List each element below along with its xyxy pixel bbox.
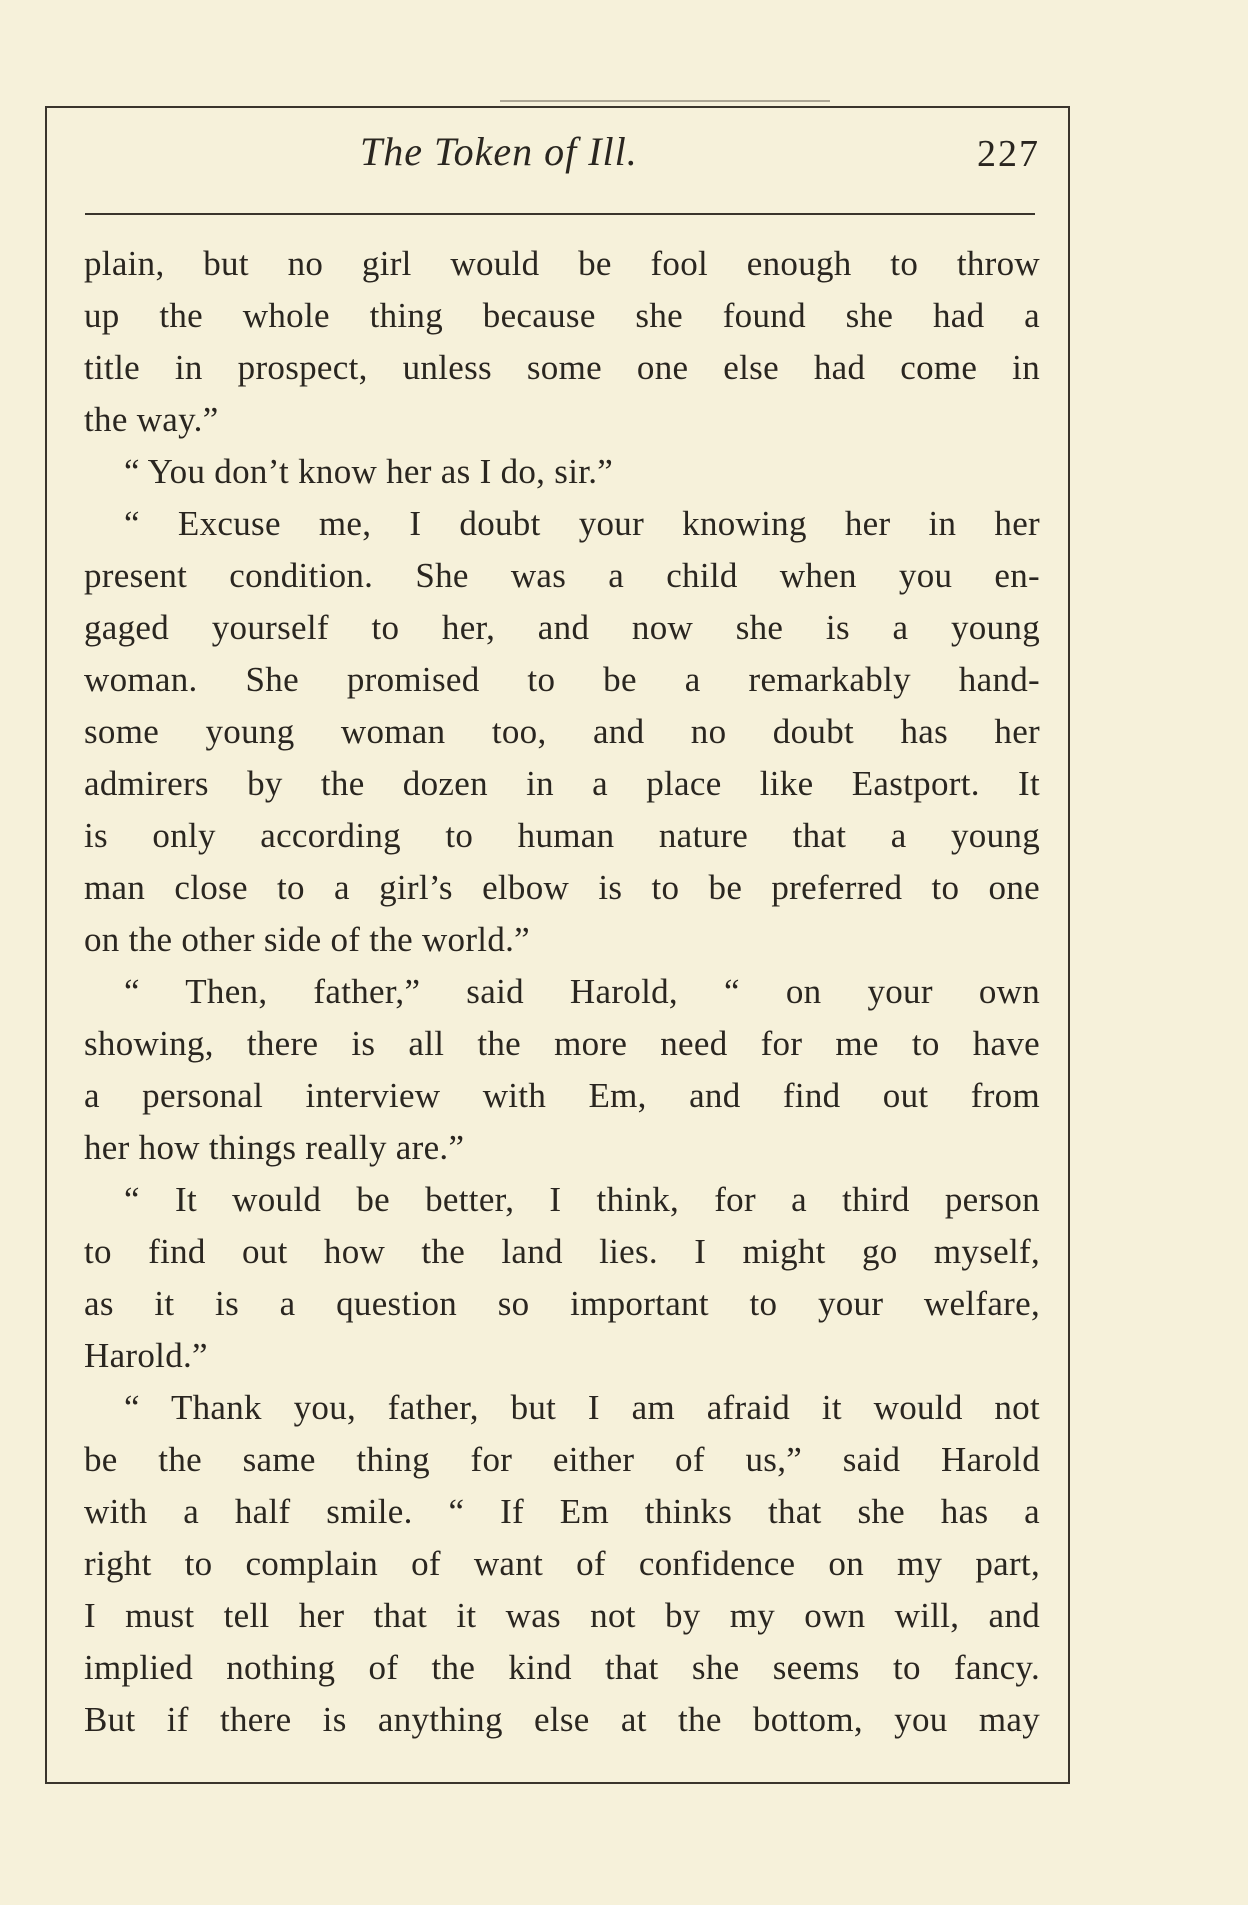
body-text xyxy=(84,238,1040,1746)
text-line: be the same thing for either of us,” said Harold xyxy=(84,1440,1040,1479)
text-line: “ It would be better, I think, for a third person xyxy=(124,1180,1040,1219)
text-line: “ Thank you, father, but I am afraid it would not xyxy=(124,1388,1040,1427)
text-line: admirers by the dozen in a place like Eastport. It xyxy=(84,764,1040,803)
text-line: a personal interview with Em, and find out from xyxy=(84,1076,1040,1115)
text-line: her how things really are.” xyxy=(84,1128,465,1167)
text-line: I must tell her that it was not by my own will, and xyxy=(84,1596,1040,1635)
text-line: as it is a question so important to your welfare, xyxy=(84,1284,1040,1323)
text-line: “ You don’t know her as I do, sir.” xyxy=(124,452,614,491)
text-line: “ Then, father,” said Harold, “ on your own xyxy=(124,972,1040,1011)
text-line: plain, but no girl would be fool enough to throw xyxy=(84,244,1040,283)
text-line: is only according to human nature that a young xyxy=(84,816,1040,855)
text-line: man close to a girl’s elbow is to be preferred to one xyxy=(84,868,1040,907)
text-line: up the whole thing because she found she had a xyxy=(84,296,1040,335)
text-line: some young woman too, and no doubt has her xyxy=(84,712,1040,751)
running-title: The Token of Ill. xyxy=(360,129,638,174)
top-rule xyxy=(500,100,830,102)
text-line: implied nothing of the kind that she seems to fancy. xyxy=(84,1648,1040,1687)
header-rule xyxy=(85,213,1035,215)
text-line: woman. She promised to be a remarkably hand- xyxy=(84,660,1040,699)
text-line: the way.” xyxy=(84,400,219,439)
text-line: present condition. She was a child when you en- xyxy=(84,556,1040,595)
page-header xyxy=(90,128,1040,188)
text-line: But if there is anything else at the bottom, you may xyxy=(84,1700,1040,1739)
text-line: title in prospect, unless some one else had come in xyxy=(84,348,1040,387)
text-line: showing, there is all the more need for me to have xyxy=(84,1024,1040,1063)
text-line: with a half smile. “ If Em thinks that she has a xyxy=(84,1492,1040,1531)
text-line: Harold.” xyxy=(84,1336,208,1375)
text-line: to find out how the land lies. I might go myself, xyxy=(84,1232,1040,1271)
text-line: right to complain of want of confidence on my part, xyxy=(84,1544,1040,1583)
text-line: gaged yourself to her, and now she is a young xyxy=(84,608,1040,647)
text-line: on the other side of the world.” xyxy=(84,920,531,959)
text-line: “ Excuse me, I doubt your knowing her in her xyxy=(124,504,1040,543)
page-number: 227 xyxy=(977,133,1040,175)
